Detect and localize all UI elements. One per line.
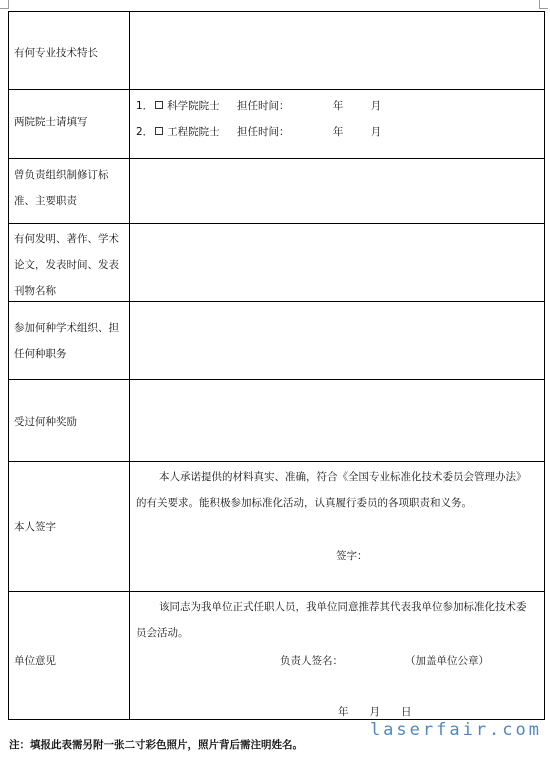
academician-label: 两院院士请填写	[14, 116, 88, 128]
form-table	[8, 11, 545, 720]
footnote: 注：填报此表需另附一张二寸彩色照片，照片背后需注明姓名。	[9, 739, 303, 751]
personal-signature-field	[130, 462, 544, 591]
academician-line-1: 1． 科学院院士 担任时间： 年 月	[136, 100, 382, 112]
publications-label: 有何发明、著作、学术论文，发表时间、发表刊物名称	[14, 233, 119, 297]
unit-seal-note: （加盖单位公章）	[405, 655, 489, 667]
awards-label: 受过何种奖励	[14, 416, 77, 428]
page-corner-mark	[539, 0, 548, 9]
organizations-label: 参加何种学术组织、担任何种职务	[14, 322, 119, 360]
publications-field[interactable]	[130, 224, 544, 301]
checkbox-engineering-academy[interactable]	[155, 127, 163, 135]
leader-signature-label: 负责人签名：	[280, 655, 343, 667]
checkbox-science-academy[interactable]	[155, 101, 163, 109]
unit-opinion-text: 该同志为我单位正式任职人员，我单位同意推荐其代表我单位参加标准化技术委员会活动。	[136, 601, 527, 639]
signature-label: 签字：	[336, 550, 368, 562]
academician-field	[130, 90, 544, 158]
standards-field[interactable]	[130, 159, 544, 223]
watermark-text: laserfair.com	[369, 720, 542, 740]
commitment-text: 本人承诺提供的材料真实、准确，符合《全国专业标准化技术委员会管理办法》的有关要求。能积极参加标准化活动，认真履行委员的各项职责和义务。	[136, 471, 527, 509]
organizations-field[interactable]	[130, 302, 544, 379]
unit-date: 年 月 日	[338, 706, 412, 718]
academician-line-2: 2． 工程院院士 担任时间： 年 月	[136, 126, 382, 138]
unit-opinion-field	[130, 592, 544, 719]
unit-opinion-label: 单位意见	[14, 655, 56, 667]
page-corner-mark	[0, 0, 9, 9]
standards-label: 曾负责组织制修订标准、主要职责	[14, 169, 109, 207]
specialty-label: 有何专业技术特长	[14, 47, 98, 59]
personal-signature-label: 本人签字	[14, 521, 56, 533]
awards-field[interactable]	[130, 380, 544, 461]
specialty-field[interactable]	[130, 12, 544, 89]
